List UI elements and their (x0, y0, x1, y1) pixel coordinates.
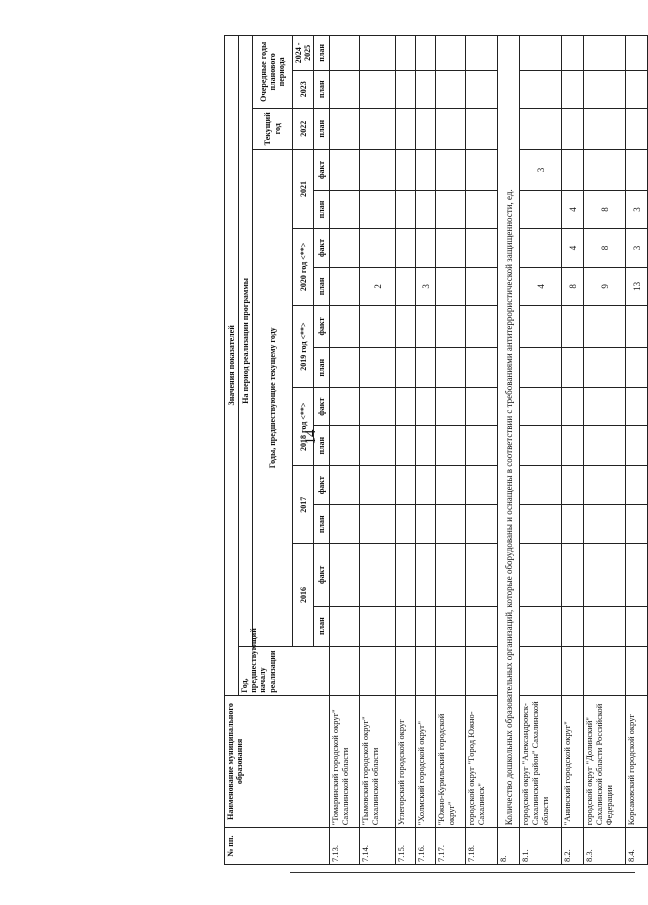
value-cell (416, 305, 436, 347)
value-cell (396, 108, 416, 149)
value-cell (330, 305, 360, 347)
value-cell (584, 606, 626, 646)
value-cell (584, 544, 626, 606)
value-cell (396, 505, 416, 544)
fact-header: факт (314, 388, 330, 426)
year-2017-header: 2017 (293, 466, 314, 544)
year-2020-header: 2020 год <**> (293, 228, 314, 305)
value-cell (520, 348, 562, 388)
value-cell (520, 191, 562, 229)
value-cell (466, 70, 498, 108)
value-cell (562, 646, 584, 695)
row-number: 8.3. (584, 828, 626, 865)
municipality-name: городской округ "Город Южно-Сахалинск" (466, 695, 498, 828)
value-cell (466, 505, 498, 544)
value-cell (520, 544, 562, 606)
value-cell: 3 (520, 149, 562, 190)
value-cell (436, 426, 466, 466)
value-cell (436, 505, 466, 544)
table-row (626, 36, 648, 865)
value-cell (330, 70, 360, 108)
value-cell (360, 426, 396, 466)
row-number: 7.16. (416, 828, 436, 865)
year-2021-header: 2021 (293, 149, 314, 228)
plan-header: план (314, 505, 330, 544)
value-cell (626, 606, 648, 646)
value-cell (360, 646, 396, 695)
year-2022-header: 2022 (293, 108, 314, 149)
value-cell (626, 544, 648, 606)
value-cell (562, 149, 584, 190)
value-cell (466, 108, 498, 149)
value-cell (360, 466, 396, 505)
value-cell (584, 305, 626, 347)
value-cell (436, 466, 466, 505)
value-cell (562, 388, 584, 426)
value-cell (330, 348, 360, 388)
municipality-name: Корсаковский городской округ (626, 695, 648, 828)
value-cell (360, 70, 396, 108)
municipality-name: городской округ "Долинский" Сахалинской области Российской Федерации (584, 695, 626, 828)
value-cell (626, 36, 648, 71)
row-number: 7.15. (396, 828, 416, 865)
plan-header: план (314, 348, 330, 388)
value-cell: 4 (562, 191, 584, 229)
value-cell (436, 606, 466, 646)
value-cell (584, 388, 626, 426)
bottom-rule (290, 872, 635, 873)
value-cell (436, 36, 466, 71)
value-cell (396, 267, 416, 305)
value-cell (584, 348, 626, 388)
value-cell (416, 466, 436, 505)
prev-year-header: Год, предшествующий началу реализации (239, 646, 330, 695)
value-cell: 13 (626, 267, 648, 305)
value-cell (330, 191, 360, 229)
value-cell (626, 505, 648, 544)
plan-header: план (314, 36, 330, 71)
rotated-table-container (224, 35, 642, 865)
value-cell (520, 426, 562, 466)
value-cell (416, 191, 436, 229)
value-cell (416, 606, 436, 646)
value-cell (436, 305, 466, 347)
value-cell (466, 544, 498, 606)
value-cell: 9 (584, 267, 626, 305)
value-cell (396, 466, 416, 505)
value-cell (436, 191, 466, 229)
planning-header: Очередные годы планового периода (253, 36, 293, 109)
value-cell (396, 646, 416, 695)
table-row (562, 36, 584, 865)
value-cell (466, 149, 498, 190)
program-period-header: На период реализации программы (239, 36, 253, 647)
value-cell (360, 544, 396, 606)
value-cell (436, 70, 466, 108)
value-cell (520, 70, 562, 108)
value-cell (330, 149, 360, 190)
value-cell (584, 646, 626, 695)
value-cell (360, 305, 396, 347)
value-cell: 4 (520, 267, 562, 305)
value-cell (360, 36, 396, 71)
value-cell (396, 305, 416, 347)
value-cell (416, 70, 436, 108)
value-cell (416, 228, 436, 267)
section-title: Количество дошкольных образовательных организаций, которые оборудованы и оснащены в соответствии с требованиями антитеррористической защищенности, ед. (498, 36, 520, 828)
municipality-name: "Южно-Курильский городской округ" (436, 695, 466, 828)
value-cell (562, 466, 584, 505)
value-cell (436, 646, 466, 695)
value-cell (396, 36, 416, 71)
value-cell (330, 466, 360, 505)
years-before-header: Годы, предшествующие текущему году (253, 149, 293, 646)
value-cell (562, 36, 584, 71)
value-cell (626, 149, 648, 190)
value-cell (416, 505, 436, 544)
value-cell (466, 36, 498, 71)
value-cell (626, 646, 648, 695)
value-cell: 3 (416, 267, 436, 305)
value-cell (626, 305, 648, 347)
table-row (466, 36, 498, 865)
value-cell (396, 70, 416, 108)
value-cell (416, 36, 436, 71)
municipality-name: городской округ "Александровск-Сахалинский район" Сахалинской области (520, 695, 562, 828)
value-cell (466, 305, 498, 347)
indicators-table (224, 35, 648, 865)
value-cell (330, 228, 360, 267)
value-cell (396, 191, 416, 229)
fact-header: факт (314, 149, 330, 190)
year-2023-header: 2023 (293, 70, 314, 108)
value-cell (416, 426, 436, 466)
fact-header: факт (314, 305, 330, 347)
value-cell (360, 191, 396, 229)
value-cell (520, 228, 562, 267)
row-number: 7.14. (360, 828, 396, 865)
current-year-header: Текущий год (253, 108, 293, 149)
value-cell (466, 267, 498, 305)
value-cell (416, 348, 436, 388)
table-row (520, 36, 562, 865)
col-name-header: Наименование муниципального образования (225, 695, 330, 828)
value-cell (562, 348, 584, 388)
value-cell (626, 426, 648, 466)
plan-header: план (314, 267, 330, 305)
value-cell (396, 544, 416, 606)
value-cell (562, 70, 584, 108)
table-row (360, 36, 396, 865)
value-cell (330, 505, 360, 544)
municipality-name: "Тымовский городской округ" Сахалинской области (360, 695, 396, 828)
value-cell (416, 108, 436, 149)
value-cell (330, 267, 360, 305)
value-cell: 3 (626, 191, 648, 229)
table-row (584, 36, 626, 865)
year-2024-header: 2024 - 2025 (293, 36, 314, 71)
value-cell: 4 (562, 228, 584, 267)
value-cell (584, 466, 626, 505)
value-cell (360, 228, 396, 267)
value-cell: 8 (584, 228, 626, 267)
value-cell (330, 606, 360, 646)
value-cell (396, 606, 416, 646)
value-cell: 2 (360, 267, 396, 305)
section-number: 8. (498, 828, 520, 865)
value-cell (436, 228, 466, 267)
row-number: 8.1. (520, 828, 562, 865)
table-row (396, 36, 416, 865)
value-cell: 8 (584, 191, 626, 229)
table-row (330, 36, 360, 865)
year-2018-header: 2018 год <**> (293, 388, 314, 466)
value-cell (416, 646, 436, 695)
municipality-name: "Анивский городской округ" (562, 695, 584, 828)
value-cell (396, 388, 416, 426)
value-cell (466, 426, 498, 466)
value-cell (584, 426, 626, 466)
value-cell (436, 348, 466, 388)
value-cell (396, 348, 416, 388)
plan-header: план (314, 426, 330, 466)
municipality-name: "Холмский городской округ" (416, 695, 436, 828)
value-cell (562, 505, 584, 544)
value-cell (584, 70, 626, 108)
value-cell (466, 466, 498, 505)
value-cell (520, 36, 562, 71)
plan-header: план (314, 606, 330, 646)
value-cell (360, 388, 396, 426)
value-cell (330, 36, 360, 71)
value-cell (466, 388, 498, 426)
value-cell (330, 544, 360, 606)
row-number: 8.4. (626, 828, 648, 865)
year-2019-header: 2019 год <**> (293, 305, 314, 387)
value-cell (360, 606, 396, 646)
value-cell (330, 388, 360, 426)
value-cell (520, 388, 562, 426)
value-cell (562, 544, 584, 606)
value-cell (436, 149, 466, 190)
value-cell (396, 228, 416, 267)
value-cell (626, 108, 648, 149)
fact-header: факт (314, 466, 330, 505)
plan-header: план (314, 70, 330, 108)
row-number: 7.13. (330, 828, 360, 865)
value-cell (626, 70, 648, 108)
value-cell (416, 388, 436, 426)
page-number: 14 (303, 429, 319, 445)
value-cell (330, 426, 360, 466)
value-cell (520, 646, 562, 695)
value-cell (562, 606, 584, 646)
value-cell (520, 108, 562, 149)
table-row (416, 36, 436, 865)
value-cell: 8 (562, 267, 584, 305)
municipality-name: "Томаринский городской округ" Сахалинской области (330, 695, 360, 828)
value-cell (584, 108, 626, 149)
value-cell (330, 646, 360, 695)
value-cell (396, 149, 416, 190)
value-cell (584, 505, 626, 544)
value-cell (416, 149, 436, 190)
value-cell (436, 544, 466, 606)
value-cell (466, 191, 498, 229)
value-cell (520, 606, 562, 646)
value-cell (520, 466, 562, 505)
year-2016-header: 2016 (293, 544, 314, 646)
value-cell (562, 426, 584, 466)
fact-header: факт (314, 228, 330, 267)
value-cell (436, 388, 466, 426)
value-cell (330, 108, 360, 149)
value-cell (626, 348, 648, 388)
value-cell (360, 505, 396, 544)
value-cell (436, 267, 466, 305)
col-num-header: № пп. (225, 828, 330, 865)
plan-header: план (314, 108, 330, 149)
value-cell (466, 348, 498, 388)
value-cell (396, 426, 416, 466)
municipality-name: Углегорский городской округ (396, 695, 416, 828)
values-title: Значения показателей (225, 36, 239, 696)
value-cell (466, 228, 498, 267)
value-cell (562, 108, 584, 149)
value-cell (466, 646, 498, 695)
value-cell (626, 466, 648, 505)
value-cell (626, 388, 648, 426)
plan-header: план (314, 191, 330, 229)
fact-header: факт (314, 544, 330, 606)
value-cell (360, 149, 396, 190)
value-cell (520, 505, 562, 544)
row-number: 8.2. (562, 828, 584, 865)
value-cell (562, 305, 584, 347)
row-number: 7.18. (466, 828, 498, 865)
value-cell (520, 305, 562, 347)
value-cell (584, 149, 626, 190)
value-cell (360, 108, 396, 149)
value-cell (584, 36, 626, 71)
value-cell (360, 348, 396, 388)
row-number: 7.17. (436, 828, 466, 865)
value-cell (416, 544, 436, 606)
value-cell (436, 108, 466, 149)
value-cell (466, 606, 498, 646)
value-cell: 3 (626, 228, 648, 267)
table-row (436, 36, 466, 865)
